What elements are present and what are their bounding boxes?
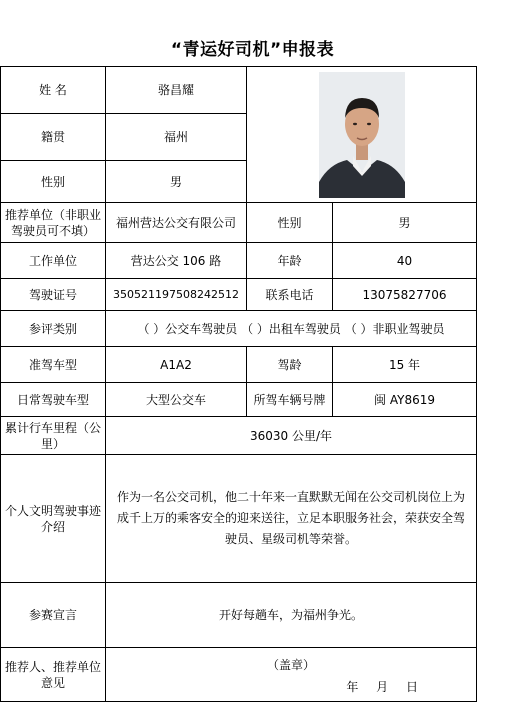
recommend-opinion-cell xyxy=(106,648,477,702)
phone-value: 13075827706 xyxy=(333,279,477,311)
plate-label: 所驾车辆号牌 xyxy=(247,383,333,417)
name-label: 姓 名 xyxy=(1,67,106,114)
daily-vehicle-label: 日常驾驶车型 xyxy=(1,383,106,417)
name-value: 骆昌耀 xyxy=(106,67,247,114)
age-label: 年龄 xyxy=(247,243,333,279)
photo-cell xyxy=(247,67,477,203)
declaration-text: 开好每趟车，为福州争光。 xyxy=(106,583,477,648)
vehicle-type-value: A1A2 xyxy=(106,347,247,383)
declaration-label: 参赛宣言 xyxy=(1,583,106,648)
origin-value: 福州 xyxy=(106,114,247,161)
gender2-value: 男 xyxy=(333,203,477,243)
gender2-label: 性别 xyxy=(247,203,333,243)
gender-label: 性别 xyxy=(1,161,106,203)
category-options: （ ）公交车驾驶员 （ ）出租车驾驶员 （ ）非职业驾驶员 xyxy=(106,311,477,347)
license-label: 驾驶证号 xyxy=(1,279,106,311)
gender-value: 男 xyxy=(106,161,247,203)
license-value: 350521197508242512 xyxy=(106,279,247,311)
plate-value: 闽 AY8619 xyxy=(333,383,477,417)
mileage-value: 36030 公里/年 xyxy=(106,417,477,455)
driving-years-label: 驾龄 xyxy=(247,347,333,383)
mileage-label: 累计行车里程（公里） xyxy=(1,417,106,455)
intro-label: 个人文明驾驶事迹介绍 xyxy=(1,455,106,583)
applicant-photo xyxy=(319,72,405,198)
origin-label: 籍贯 xyxy=(1,114,106,161)
category-label: 参评类别 xyxy=(1,311,106,347)
date-text: 年 月 日 xyxy=(346,679,418,694)
stamp-text: （盖章） xyxy=(266,657,315,672)
recommend-label: 推荐人、推荐单位意见 xyxy=(1,648,106,702)
vehicle-type-label: 准驾车型 xyxy=(1,347,106,383)
recommender-unit-value: 福州营达公交有限公司 xyxy=(106,203,247,243)
work-unit-value: 营达公交 106 路 xyxy=(106,243,247,279)
daily-vehicle-value: 大型公交车 xyxy=(106,383,247,417)
application-form-table xyxy=(0,66,477,702)
age-value: 40 xyxy=(333,243,477,279)
driving-years-value: 15 年 xyxy=(333,347,477,383)
intro-text: 作为一名公交司机，他二十年来一直默默无闻在公交司机岗位上为成千上万的乘客安全的迎来送往，立足本职服务社会，荣获安全驾驶员、星级司机等荣誉。 xyxy=(106,455,477,583)
recommender-unit-label: 推荐单位（非职业驾驶员可不填） xyxy=(1,203,106,243)
phone-label: 联系电话 xyxy=(247,279,333,311)
form-title: “青运好司机”申报表 xyxy=(170,40,335,60)
work-unit-label: 工作单位 xyxy=(1,243,106,279)
